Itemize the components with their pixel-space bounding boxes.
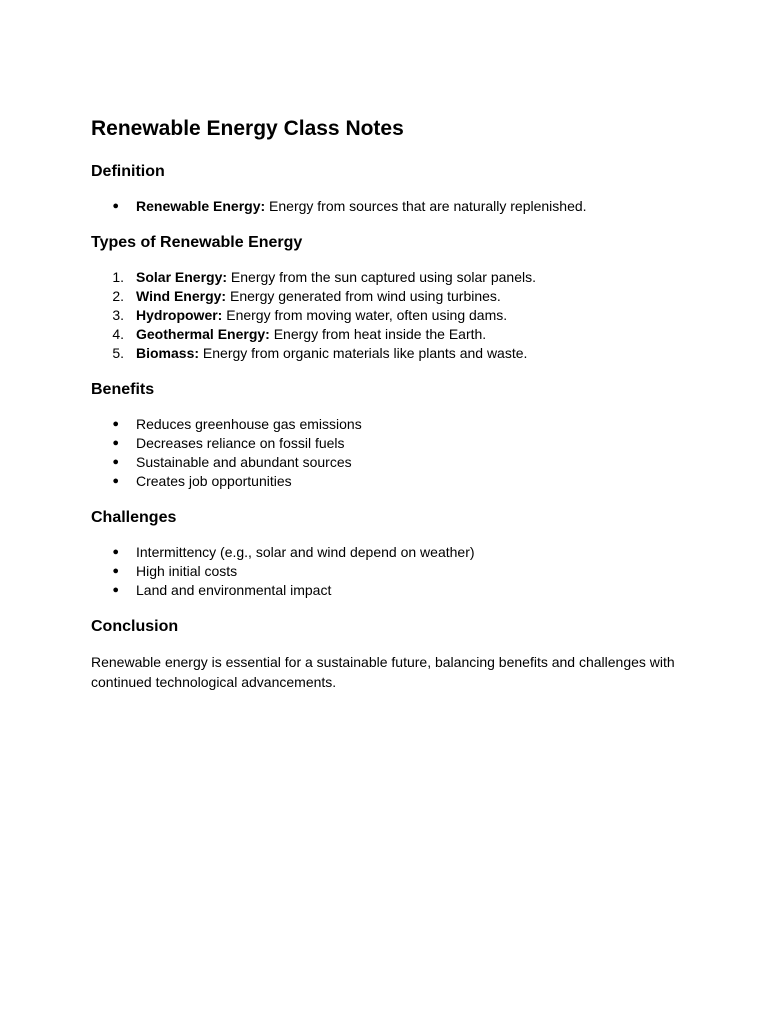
list-item	[91, 325, 677, 344]
section-heading-conclusion: Conclusion	[91, 618, 179, 635]
term-text: Energy from sources that are naturally replenished.	[265, 198, 587, 214]
bullet-icon: ●	[112, 584, 119, 596]
section-definition	[91, 161, 677, 216]
list-number: 2.	[112, 288, 124, 304]
list-item	[91, 287, 677, 306]
section-challenges	[91, 507, 677, 600]
section-benefits	[91, 379, 677, 491]
list-item	[91, 543, 677, 562]
list-item-text: High initial costs	[136, 563, 238, 579]
conclusion-paragraph: Renewable energy is essential for a sustainable future, balancing benefits and challenges with continued technological advancements.	[91, 654, 675, 690]
list-number: 1.	[112, 269, 124, 285]
term-text: Energy generated from wind using turbines.	[226, 288, 501, 304]
types-list	[91, 268, 677, 363]
bullet-icon: ●	[112, 456, 119, 468]
term-text: Energy from moving water, often using dams.	[222, 307, 508, 323]
list-item	[91, 472, 677, 491]
term-text: Energy from organic materials like plants and waste.	[199, 345, 528, 361]
list-item	[91, 453, 677, 472]
list-item-text: Creates job opportunities	[136, 473, 292, 489]
list-item	[91, 268, 677, 287]
term-text: Energy from heat inside the Earth.	[269, 326, 487, 342]
term-label: Renewable Energy:	[136, 198, 266, 214]
term-label: Geothermal Energy:	[136, 326, 270, 342]
section-types	[91, 232, 677, 363]
list-item-text: Reduces greenhouse gas emissions	[136, 416, 362, 432]
list-item	[91, 581, 677, 600]
list-number: 5.	[112, 345, 124, 361]
list-item	[91, 434, 677, 453]
list-item	[91, 562, 677, 581]
section-heading-types: Types of Renewable Energy	[91, 234, 303, 251]
bullet-icon: ●	[112, 475, 119, 487]
definition-list	[91, 197, 677, 216]
list-item-text: Sustainable and abundant sources	[136, 454, 352, 470]
term-label: Solar Energy:	[136, 269, 228, 285]
term-text: Energy from the sun captured using solar panels.	[227, 269, 536, 285]
list-item	[91, 197, 677, 216]
list-number: 3.	[112, 307, 124, 323]
bullet-icon: ●	[112, 437, 119, 449]
page-title: Renewable Energy Class Notes	[91, 117, 404, 140]
bullet-icon: ●	[112, 546, 119, 558]
list-item	[91, 306, 677, 325]
list-item	[91, 415, 677, 434]
list-item-text: Decreases reliance on fossil fuels	[136, 435, 345, 451]
list-item-text: Intermittency (e.g., solar and wind depend on weather)	[136, 544, 475, 560]
challenges-list	[91, 543, 677, 600]
section-heading-challenges: Challenges	[91, 509, 177, 526]
section-conclusion	[91, 616, 677, 692]
bullet-icon: ●	[112, 418, 119, 430]
list-number: 4.	[112, 326, 124, 342]
list-item	[91, 344, 677, 363]
term-label: Wind Energy:	[136, 288, 227, 304]
section-heading-benefits: Benefits	[91, 381, 155, 398]
bullet-icon: ●	[112, 565, 119, 577]
section-heading-definition: Definition	[91, 163, 165, 180]
term-label: Hydropower:	[136, 307, 223, 323]
term-label: Biomass:	[136, 345, 200, 361]
bullet-icon: ●	[112, 200, 119, 212]
benefits-list	[91, 415, 677, 491]
list-item-text: Land and environmental impact	[136, 582, 332, 598]
